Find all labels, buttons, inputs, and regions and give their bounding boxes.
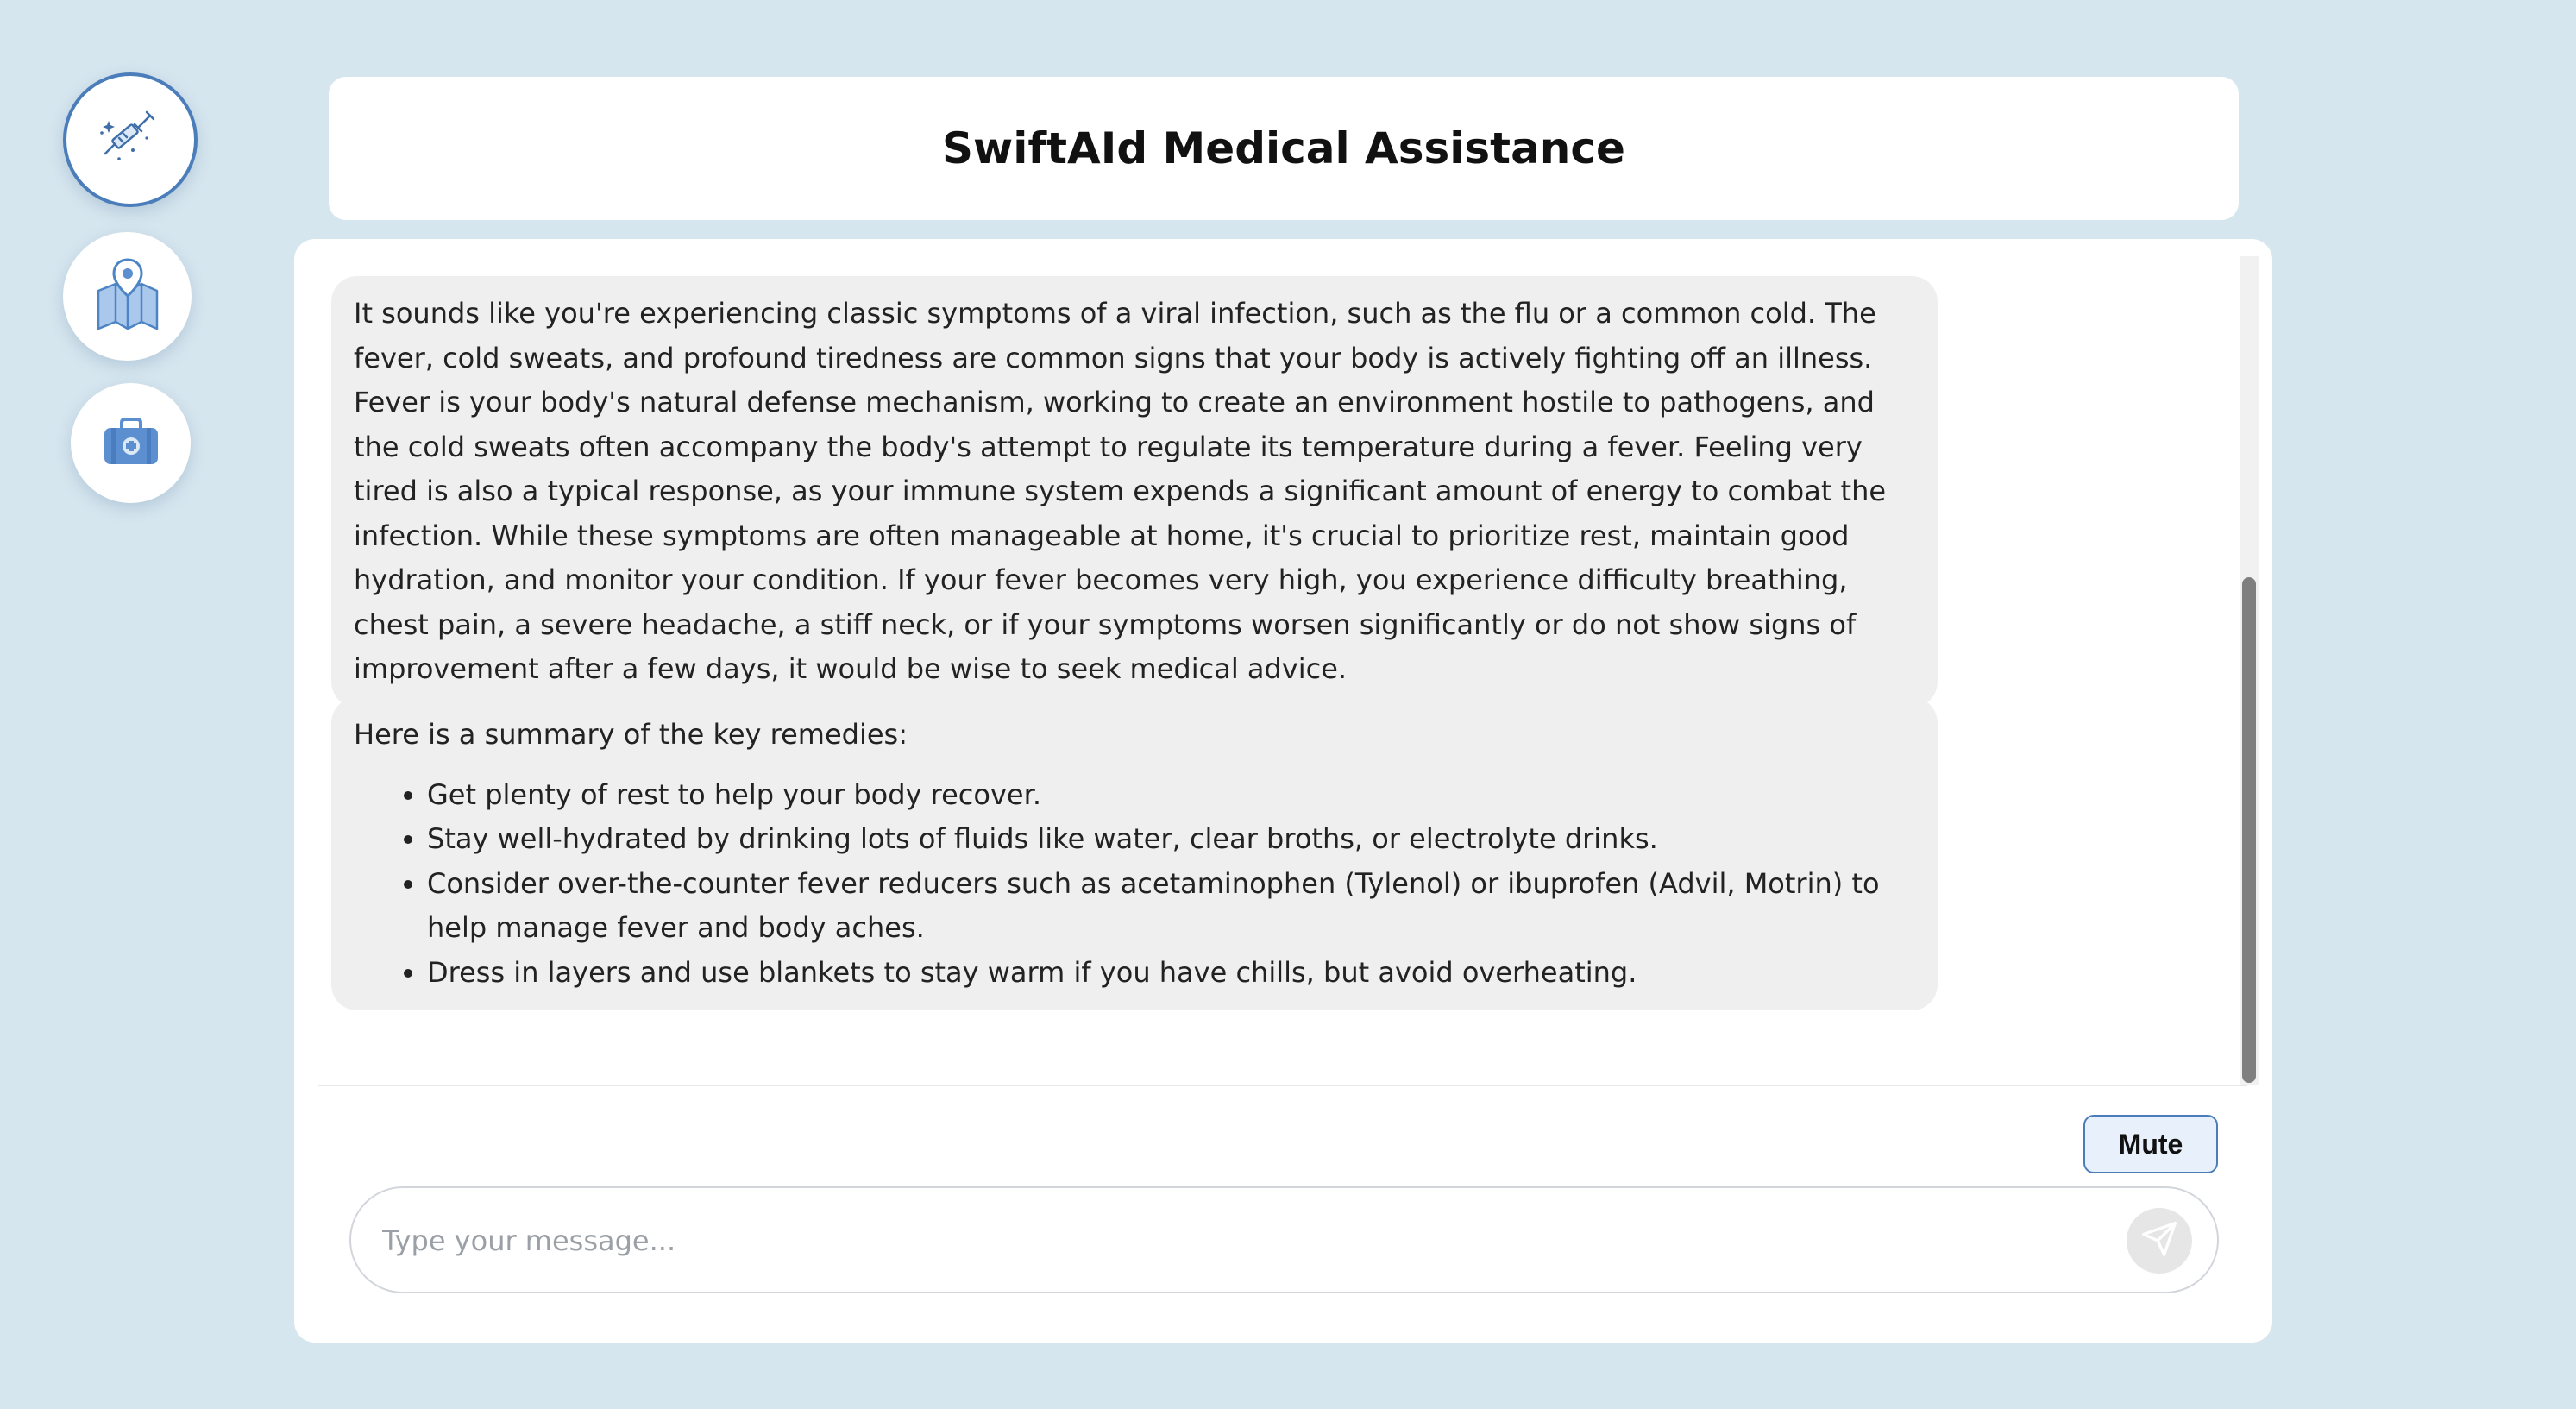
sidebar-item-map[interactable] [63, 232, 192, 361]
message-input[interactable] [380, 1188, 2092, 1293]
send-icon [2140, 1220, 2178, 1261]
header [329, 77, 2239, 220]
list-item: • Get plenty of rest to help your body recover. [427, 773, 1915, 818]
assistant-message [331, 276, 1938, 708]
sidebar-item-syringe[interactable] [63, 72, 198, 207]
message-composer [349, 1186, 2219, 1293]
scrollbar-thumb[interactable] [2242, 577, 2256, 1083]
assistant-message [331, 697, 1938, 1010]
chat-panel [294, 239, 2272, 1343]
list-item: • Stay well-hydrated by drinking lots of fluids like water, clear broths, or electrolyte drinks. [427, 817, 1915, 862]
divider [318, 1085, 2247, 1086]
message-list[interactable] [294, 239, 2227, 1083]
remedies-list [354, 773, 1915, 996]
page-title: SwiftAId Medical Assistance [942, 123, 1625, 173]
first-aid-kit-icon [103, 418, 160, 469]
list-item: • Consider over-the-counter fever reducers such as acetaminophen (Tylenol) or ibuprofen (Advil, Motrin) to help manage fever and body aches. [427, 862, 1915, 951]
list-item: • Dress in layers and use blankets to stay warm if you have chills, but avoid overheating. [427, 951, 1915, 996]
syringe-icon [93, 105, 167, 174]
message-text: It sounds like you're experiencing classic symptoms of a viral infection, such as the flu or a common cold. The fever, cold sweats, and profound tiredness are common signs that your body is actively fighting off an illness. Fever is your body's natural defense mechanism, working to create an environment hostile to pathogens, and the cold sweats often accompany the body's attempt to regulate its temperature during a fever. Feeling very tired is also a typical response, as your immune system expends a significant amount of energy to combat the infection. While these symptoms are often manageable at home, it's crucial to prioritize rest, maintain good hydration, and monitor your condition. If your fever becomes very high, you experience difficulty breathing, chest pain, a severe headache, a stiff neck, or if your symptoms worsen significantly or do not show signs of improvement after a few days, it would be wise to seek medical advice. [354, 297, 1887, 685]
map-icon [93, 256, 162, 337]
send-button[interactable] [2127, 1208, 2192, 1274]
message-intro: Here is a summary of the key remedies: [354, 718, 908, 751]
mute-button[interactable]: Mute [2083, 1115, 2218, 1173]
sidebar-item-first-aid[interactable] [71, 383, 191, 503]
